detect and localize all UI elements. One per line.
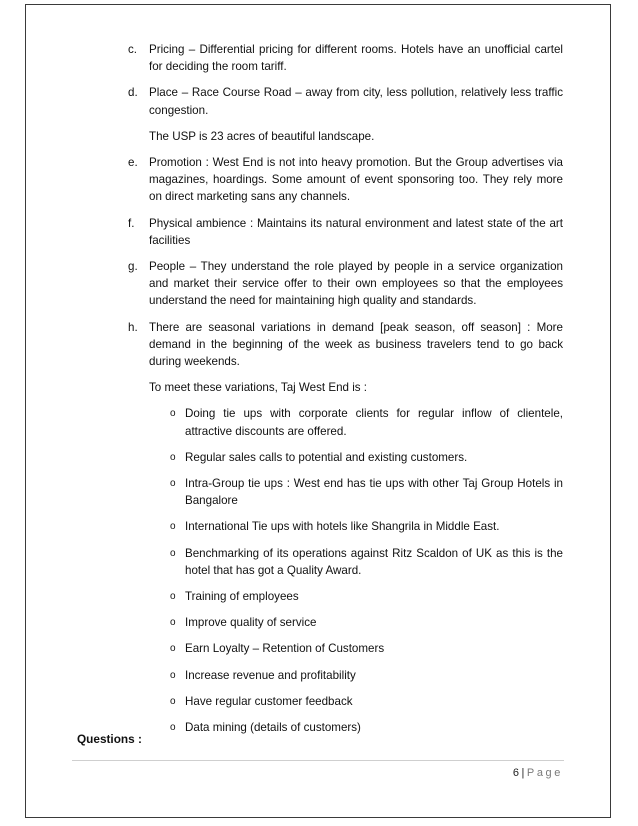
- sub-list-item: [125, 667, 563, 684]
- sub-list-item: [125, 518, 563, 535]
- list-item-h: [125, 319, 563, 371]
- sub-list-item-text: Doing tie ups with corporate clients for regular inflow of clientele, attractive discounts are offered.: [185, 407, 563, 438]
- sub-list-item-text: Benchmarking of its operations against Ritz Scaldon of UK as this is the hotel that has got a Quality Award.: [185, 546, 563, 577]
- bullet-o-icon: o: [170, 478, 176, 490]
- list-marker: d.: [128, 86, 138, 100]
- list-item-text: There are seasonal variations in demand [peak season, off season] : More demand in the beginning of the week as business travelers tend to go back during weekends.: [149, 320, 563, 369]
- bullet-o-icon: o: [170, 617, 176, 629]
- sub-list-item-text: International Tie ups with hotels like Shangrila in Middle East.: [185, 520, 500, 534]
- bullet-o-icon: o: [170, 547, 176, 559]
- bullet-o-icon: o: [170, 695, 176, 707]
- variations-intro: To meet these variations, Taj West End is :: [149, 381, 368, 395]
- document-body: [125, 41, 563, 745]
- list-item-d: [125, 84, 563, 118]
- sub-list-item: [125, 545, 563, 579]
- sub-list-item: [125, 719, 563, 736]
- sub-list: [125, 405, 563, 736]
- list-marker: e.: [128, 156, 138, 170]
- sub-list-item: [125, 475, 563, 509]
- list-marker: c.: [128, 43, 138, 56]
- list-item-text: Pricing – Differential pricing for different rooms. Hotels have an unofficial cartel for deciding the room tariff.: [149, 43, 563, 74]
- bullet-o-icon: o: [170, 521, 176, 533]
- bullet-o-icon: o: [170, 451, 176, 463]
- sub-list-item: [125, 449, 563, 466]
- sub-list-item-text: Data mining (details of customers): [185, 721, 361, 735]
- bullet-o-icon: o: [170, 722, 176, 734]
- list-item-text: Place – Race Course Road – away from city, less pollution, relatively less traffic congestion.: [149, 86, 563, 117]
- sub-list-item: [125, 405, 563, 439]
- page-label: Page: [526, 767, 563, 779]
- page-number: [513, 767, 563, 779]
- usp-paragraph: The USP is 23 acres of beautiful landscape.: [149, 129, 375, 143]
- list-marker: f.: [128, 216, 135, 230]
- sub-list-item: [125, 614, 563, 631]
- sub-list-item: [125, 588, 563, 605]
- list-item-text: Promotion : West End is not into heavy promotion. But the Group advertises via magazines, hoardings. Some amount of event sponsoring too. They rely more on direct marketing sans any channels.: [149, 156, 563, 204]
- bullet-o-icon: o: [170, 669, 176, 681]
- footer-divider: [72, 760, 564, 761]
- sub-list-item-text: Improve quality of service: [185, 616, 317, 630]
- sub-list-item: [125, 640, 563, 657]
- sub-list-item: [125, 693, 563, 710]
- list-marker: g.: [128, 260, 138, 274]
- list-item-c: [125, 41, 563, 75]
- bullet-o-icon: o: [170, 408, 176, 420]
- sub-list-item-text: Training of employees: [185, 590, 299, 604]
- bullet-o-icon: o: [170, 643, 176, 655]
- sub-list-item-text: Have regular customer feedback: [185, 694, 353, 708]
- sub-list-item-text: Earn Loyalty – Retention of Customers: [185, 642, 385, 656]
- list-item-g: [125, 258, 563, 310]
- sub-list-item-text: Increase revenue and profitability: [185, 668, 356, 682]
- list-item-e: [125, 154, 563, 206]
- page-number-separator: |: [521, 767, 525, 779]
- bullet-o-icon: o: [170, 591, 176, 603]
- questions-heading: Questions :: [77, 732, 142, 746]
- page-number-value: 6: [512, 767, 520, 779]
- sub-list-item-text: Intra-Group tie ups : West end has tie ups with other Taj Group Hotels in Bangalore: [185, 477, 563, 508]
- list-marker: h.: [128, 320, 138, 334]
- list-item-text: People – They understand the role played by people in a service organization and market their service offer to their own employees so that the employees understand the need for maintaining high quality and standards.: [149, 260, 563, 308]
- list-item-f: [125, 215, 563, 249]
- sub-list-item-text: Regular sales calls to potential and existing customers.: [185, 450, 468, 464]
- list-item-text: Physical ambience : Maintains its natural environment and latest state of the art facilities: [149, 216, 563, 247]
